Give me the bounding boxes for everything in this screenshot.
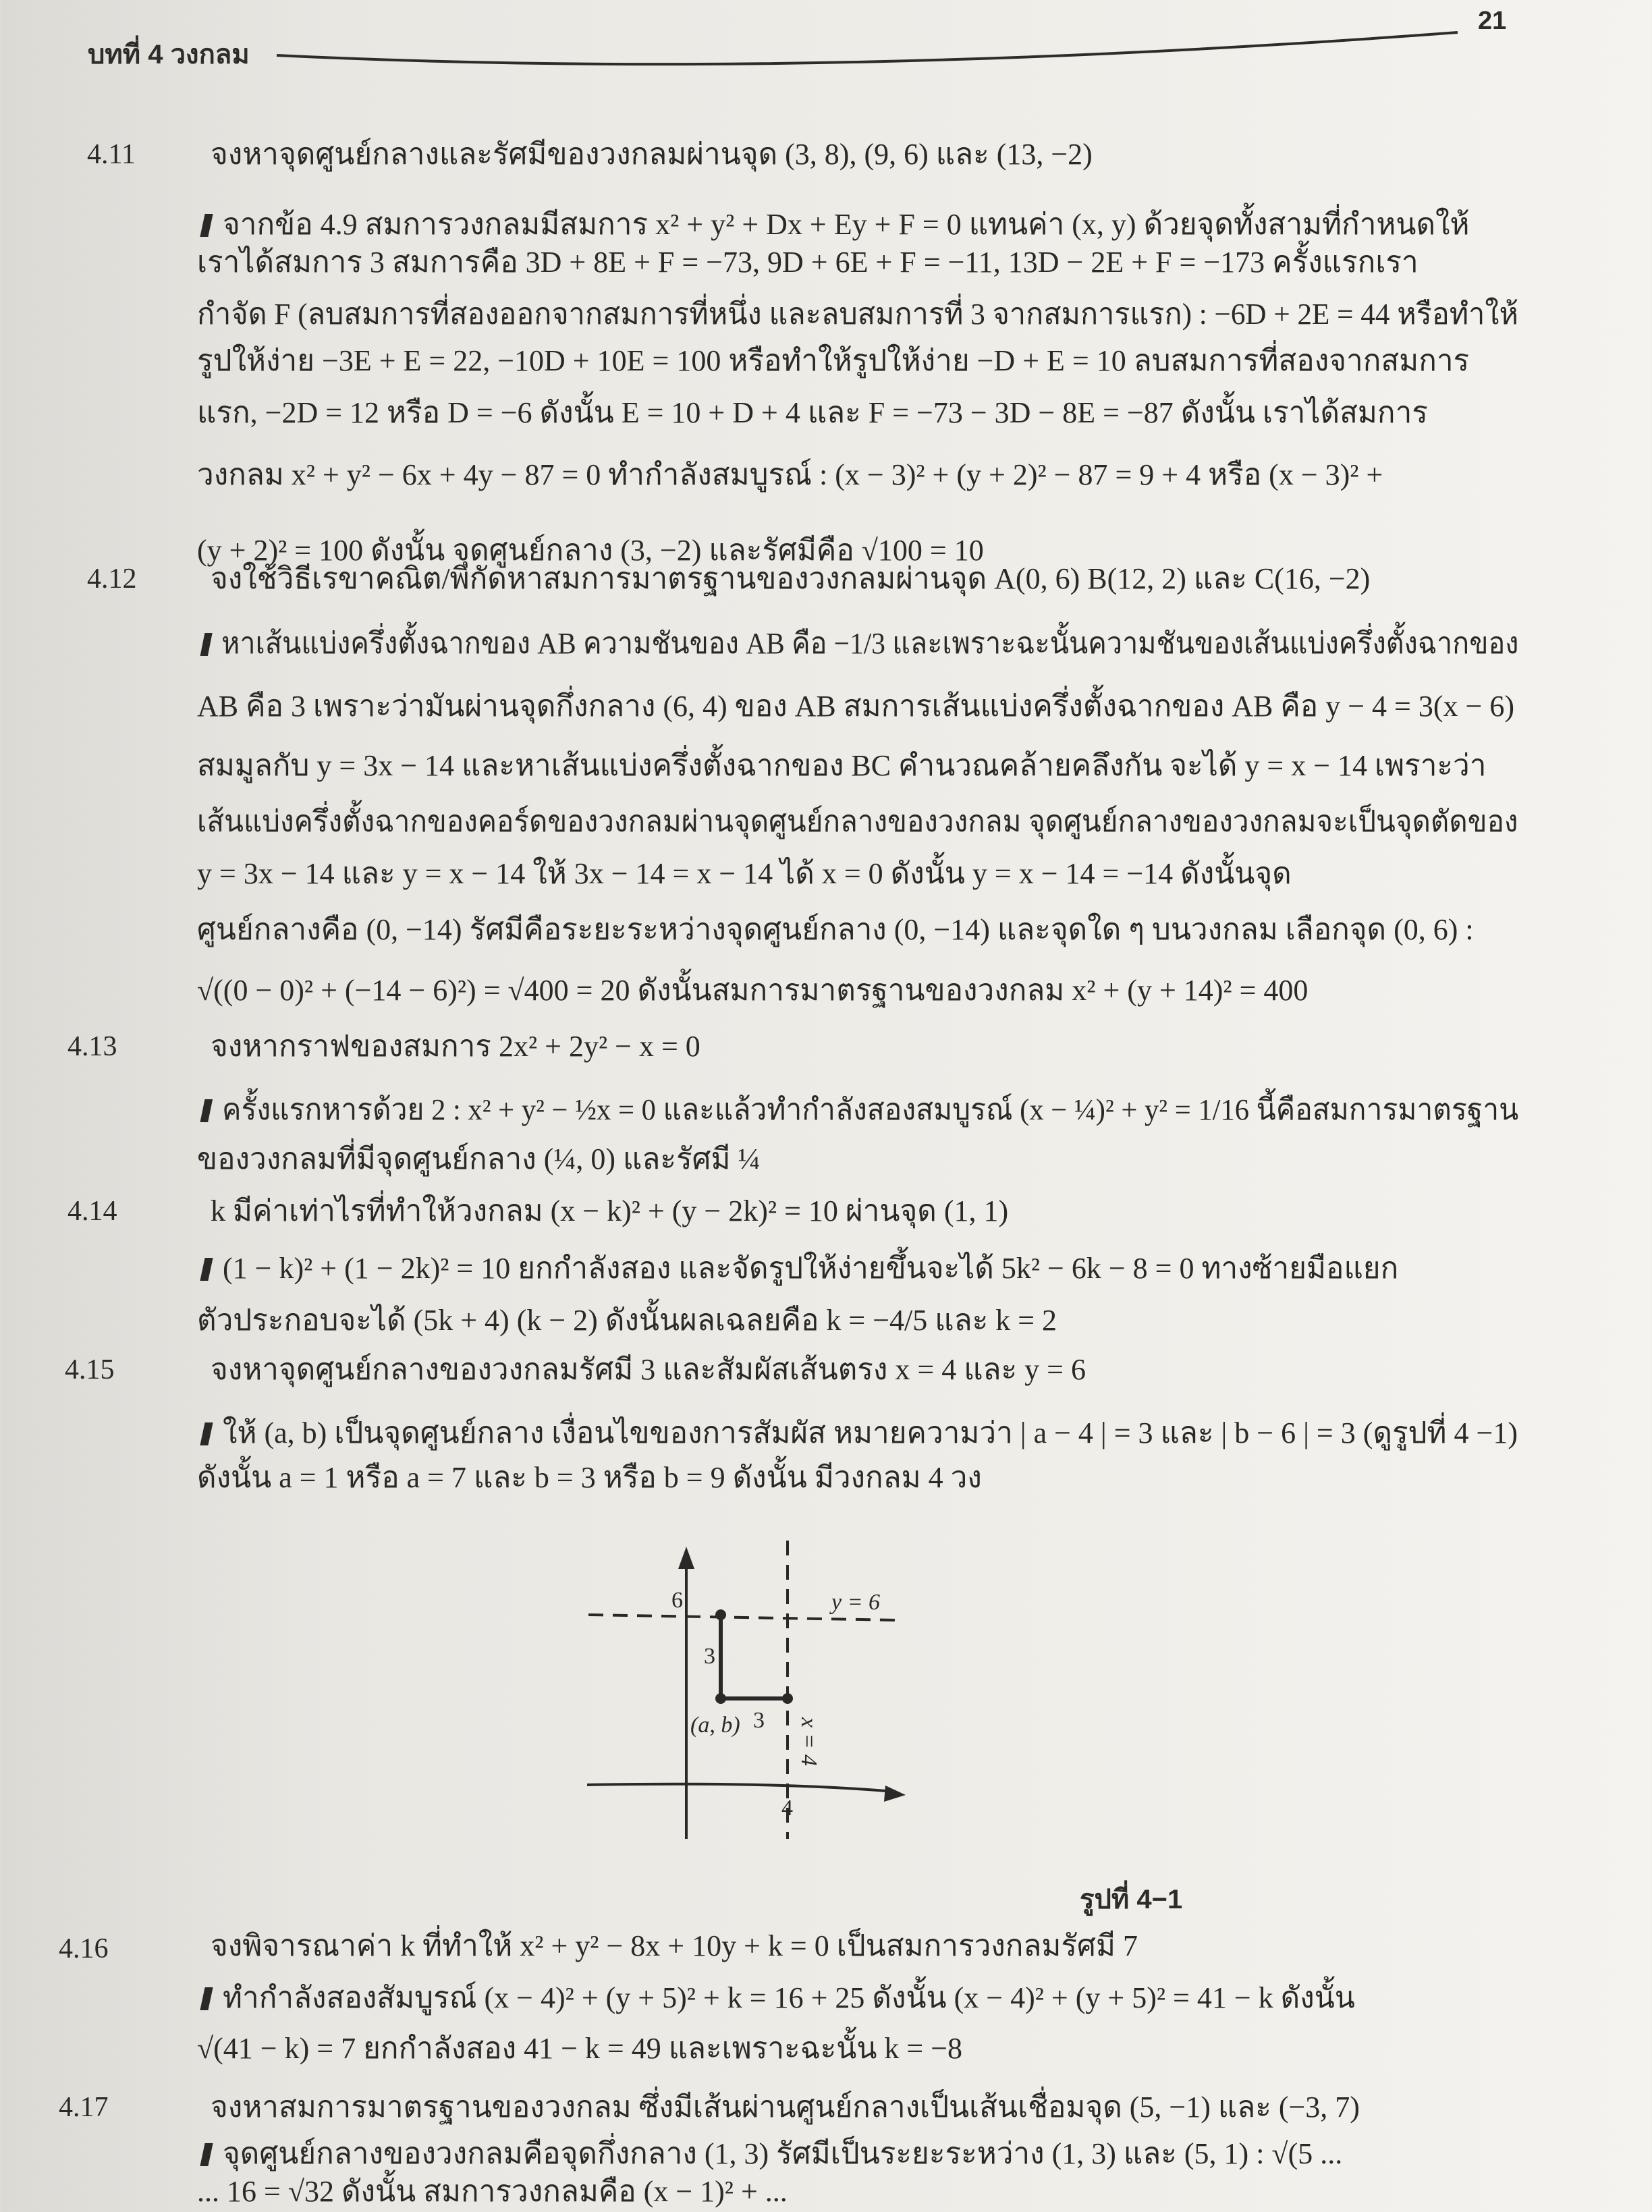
problem-number: 4.15 <box>65 1354 115 1385</box>
figure-caption: รูปที่ 4−1 <box>1080 1885 1183 1914</box>
center-point <box>715 1693 726 1704</box>
solution-line: เส้นแบ่งครึ่งตั้งฉากของคอร์ดของวงกลมผ่านจุดศูนย์กลางของวงกลม จุดศูนย์กลางของวงกลมจะเป็นจุดตัดของ <box>197 805 1518 838</box>
y-line-label: y = 6 <box>831 1590 881 1615</box>
solution-line: ดังนั้น a = 1 หรือ a = 7 และ b = 3 หรือ b = 9 ดังนั้น มีวงกลม 4 วง <box>197 1461 982 1494</box>
solution-line: เราได้สมการ 3 สมการคือ 3D + 8E + F = −73, 9D + 6E + F = −11, 13D − 2E + F = −173 ครั้งแรกเรา <box>197 246 1419 279</box>
solution-text: จากข้อ 4.9 สมการวงกลมมีสมการ x² + y² + Dx + Ey + F = 0 แทนค่า (x, y) ด้วยจุดทั้งสามที่กำหนดให้ <box>223 208 1470 241</box>
solution-line <box>202 624 1518 664</box>
solution-text: หาเส้นแบ่งครึ่งตั้งฉากของ AB ความชันของ AB คือ −1/3 และเพราะฉะนั้นความชันของเส้นแบ่งครึ่งตั้งฉากของ <box>221 627 1519 660</box>
solution-line <box>202 1248 1398 1289</box>
vertical-radius-label: 3 <box>704 1644 715 1669</box>
radius-segments <box>721 1615 788 1698</box>
solution-marker-icon <box>200 1258 213 1281</box>
problem-number: 4.13 <box>67 1031 117 1062</box>
x-line-label: x = 4 <box>796 1717 821 1767</box>
solution-line: √(41 − k) = 7 ยกกำลังสอง 41 − k = 49 และเพราะฉะนั้น k = −8 <box>197 2032 963 2065</box>
problem-number: 4.17 <box>59 2092 109 2123</box>
solution-line: วงกลม x² + y² − 6x + 4y − 87 = 0 ทำกำลังสมบูรณ์ : (x − 3)² + (y + 2)² − 87 = 9 + 4 หรือ (x − 3)² + <box>197 458 1383 491</box>
problem-question: จงใช้วิธีเรขาคณิต/พิกัดหาสมการมาตรฐานของวงกลมผ่านจุด A(0, 6) B(12, 2) และ C(16, −2) <box>211 562 1371 595</box>
y-axis-arrow-icon <box>678 1547 694 1569</box>
solution-marker-icon <box>200 1099 213 1122</box>
solution-line: y = 3x − 14 และ y = x − 14 ให้ 3x − 14 = x − 14 ได้ x = 0 ดังนั้น y = x − 14 = −14 ดังนั้นจุด <box>197 857 1292 890</box>
solution-line: แรก, −2D = 12 หรือ D = −6 ดังนั้น E = 10 + D + 4 และ F = −73 − 3D − 8E = −87 ดังนั้น เราได้สมการ <box>197 396 1428 429</box>
solution-text: ทำกำลังสองสัมบูรณ์ (x − 4)² + (y + 5)² + k = 16 + 25 ดังนั้น (x − 4)² + (y + 5)² = 41 − k ดังนั้น <box>223 1981 1355 2014</box>
solution-marker-icon <box>200 1987 213 2010</box>
tangent-point-top <box>715 1609 726 1620</box>
solution-text: ครั้งแรกหารด้วย 2 : x² + y² − ½x = 0 และแล้วทำกำลังสองสมบูรณ์ (x − ¼)² + y² = 1/16 นี้คือสมการมาตรฐาน <box>222 1093 1519 1126</box>
solution-marker-icon <box>200 2143 213 2166</box>
solution-line: ตัวประกอบจะได้ (5k + 4) (k − 2) ดังนั้นผลเฉลยคือ k = −4/5 และ k = 2 <box>197 1304 1057 1337</box>
solution-line <box>202 204 1470 245</box>
solution-marker-icon <box>200 1422 213 1445</box>
y-axis <box>678 1547 694 1839</box>
chapter-header: บทที่ 4 วงกลม <box>88 40 250 70</box>
solution-line: สมมูลกับ y = 3x − 14 และหาเส้นแบ่งครึ่งตั้งฉากของ BC คำนวณคล้ายคลึงกัน จะได้ y = x − 14 เพราะว่า <box>197 749 1487 782</box>
solution-line <box>202 1090 1518 1130</box>
problem-question: จงหาจุดศูนย์กลางของวงกลมรัศมี 3 และสัมผัสเส้นตรง x = 4 และ y = 6 <box>211 1353 1086 1386</box>
solution-marker-icon <box>200 633 213 656</box>
solution-text: ให้ (a, b) เป็นจุดศูนย์กลาง เงื่อนไขของการสัมผัส หมายความว่า | a − 4 | = 3 และ | b − 6 | = 3 (ดูรูปที่ 4 −1) <box>223 1416 1518 1449</box>
solution-line: ศูนย์กลางคือ (0, −14) รัศมีคือระยะระหว่างจุดศูนย์กลาง (0, −14) และจุดใด ๆ บนวงกลม เลือกจุด (0, 6) : <box>197 913 1474 946</box>
solution-line: รูปให้ง่าย −3E + E = 22, −10D + 10E = 100 หรือทำให้รูปให้ง่าย −D + E = 10 ลบสมการที่สองจากสมการ <box>197 344 1470 377</box>
problem-question: k มีค่าเท่าไรที่ทำให้วงกลม (x − k)² + (y − 2k)² = 10 ผ่านจุด (1, 1) <box>211 1194 1009 1227</box>
solution-line: (y + 2)² = 100 ดังนั้น จุดศูนย์กลาง (3, −2) และรัศมีคือ √100 = 10 <box>197 534 984 567</box>
solution-line <box>202 1413 1518 1454</box>
problem-question: จงหาสมการมาตรฐานของวงกลม ซึ่งมีเส้นผ่านศูนย์กลางเป็นเส้นเชื่อมจุด (5, −1) และ (−3, 7) <box>211 2091 1360 2124</box>
x-axis-arrow-icon <box>884 1786 906 1802</box>
problem-number: 4.11 <box>87 139 136 170</box>
solution-line: AB คือ 3 เพราะว่ามันผ่านจุดกึ่งกลาง (6, 4) ของ AB สมการเส้นแบ่งครึ่งตั้งฉากของ AB คือ y − 4 = 3(x − 6) <box>197 690 1514 723</box>
center-label: (a, b) <box>690 1713 740 1738</box>
y-tick-label: 6 <box>671 1588 683 1613</box>
header-rule <box>0 0 1652 108</box>
tangent-point-right <box>782 1693 793 1704</box>
solution-text: (1 − k)² + (1 − 2k)² = 10 ยกกำลังสอง และจัดรูปให้ง่ายขึ้นจะได้ 5k² − 6k − 8 = 0 ทางซ้ายมือแยก <box>223 1252 1399 1285</box>
horizontal-radius-label: 3 <box>753 1708 765 1733</box>
line-y-equals-6 <box>588 1615 901 1620</box>
problem-number: 4.14 <box>67 1196 117 1227</box>
solution-line: กำจัด F (ลบสมการที่สองออกจากสมการที่หนึ่ง และลบสมการที่ 3 จากสมการแรก) : −6D + 2E = 44 หรือทำให้ <box>197 298 1518 331</box>
solution-line: ของวงกลมที่มีจุดศูนย์กลาง (¼, 0) และรัศมี ¼ <box>197 1142 761 1176</box>
solution-line: √((0 − 0)² + (−14 − 6)²) = √400 = 20 ดังนั้นสมการมาตรฐานของวงกลม x² + (y + 14)² = 400 <box>197 974 1309 1007</box>
page-number: 21 <box>1478 7 1507 35</box>
problem-number: 4.16 <box>59 1933 109 1964</box>
solution-line <box>202 2134 1342 2174</box>
solution-line <box>202 1978 1355 2018</box>
solution-line: ... 16 = √32 ดังนั้น สมการวงกลมคือ (x − 1)² + ... <box>197 2175 788 2208</box>
x-tick-label: 4 <box>781 1796 793 1821</box>
problem-question: จงพิจารณาค่า k ที่ทำให้ x² + y² − 8x + 10y + k = 0 เป็นสมการวงกลมรัศมี 7 <box>211 1929 1138 1962</box>
problem-question: จงหากราฟของสมการ 2x² + 2y² − x = 0 <box>211 1030 700 1063</box>
problem-number: 4.12 <box>87 563 137 595</box>
solution-text: จุดศูนย์กลางของวงกลมคือจุดกึ่งกลาง (1, 3) รัศมีเป็นระยะระหว่าง (1, 3) และ (5, 1) : √(5 ... <box>223 2137 1343 2170</box>
x-axis <box>587 1784 906 1802</box>
solution-marker-icon <box>200 214 213 237</box>
problem-question: จงหาจุดศูนย์กลางและรัศมีของวงกลมผ่านจุด (3, 8), (9, 6) และ (13, −2) <box>211 138 1093 171</box>
